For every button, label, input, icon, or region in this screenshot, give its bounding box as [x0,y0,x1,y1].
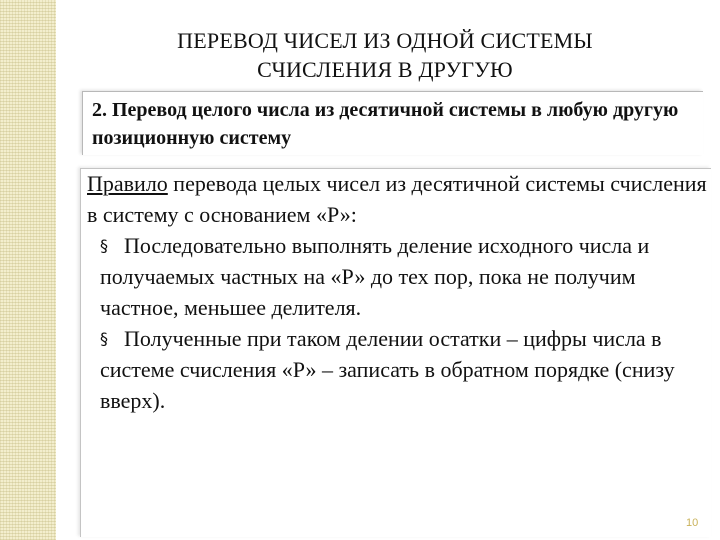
decorative-side-strip [0,0,56,540]
bullet-icon: § [100,329,108,348]
bullet-text-1: Последовательно выполнять деление исходного числа и получаемых частных на «Р» до тех пор, пока не получим частное, меньшее делителя. [100,233,650,320]
rule-word: Правило [87,171,168,196]
slide-title-line-2: СЧИСЛЕНИЯ В ДРУГУЮ [257,57,513,82]
list-item [100,323,712,416]
bullet-list [100,230,712,416]
page-number: 10 [686,517,699,529]
rule-text: перевода целых чисел из десятичной системы счисления в систему с основанием «Р»: [87,171,707,227]
side-strip-edge [56,0,59,540]
list-item [100,230,712,323]
subtitle: 2. Перевод целого числа из десятичной системы в любую другую позиционную систему [92,99,679,149]
slide-title-line-1: ПЕРЕВОД ЧИСЕЛ ИЗ ОДНОЙ СИСТЕМЫ [177,28,593,53]
bullet-icon: § [100,236,108,255]
rule-paragraph [87,168,707,230]
bullet-text-2: Полученные при таком делении остатки – цифры числа в системе счисления «Р» – записать в обратном порядке (снизу вверх). [100,326,675,413]
slide-title [120,26,650,84]
